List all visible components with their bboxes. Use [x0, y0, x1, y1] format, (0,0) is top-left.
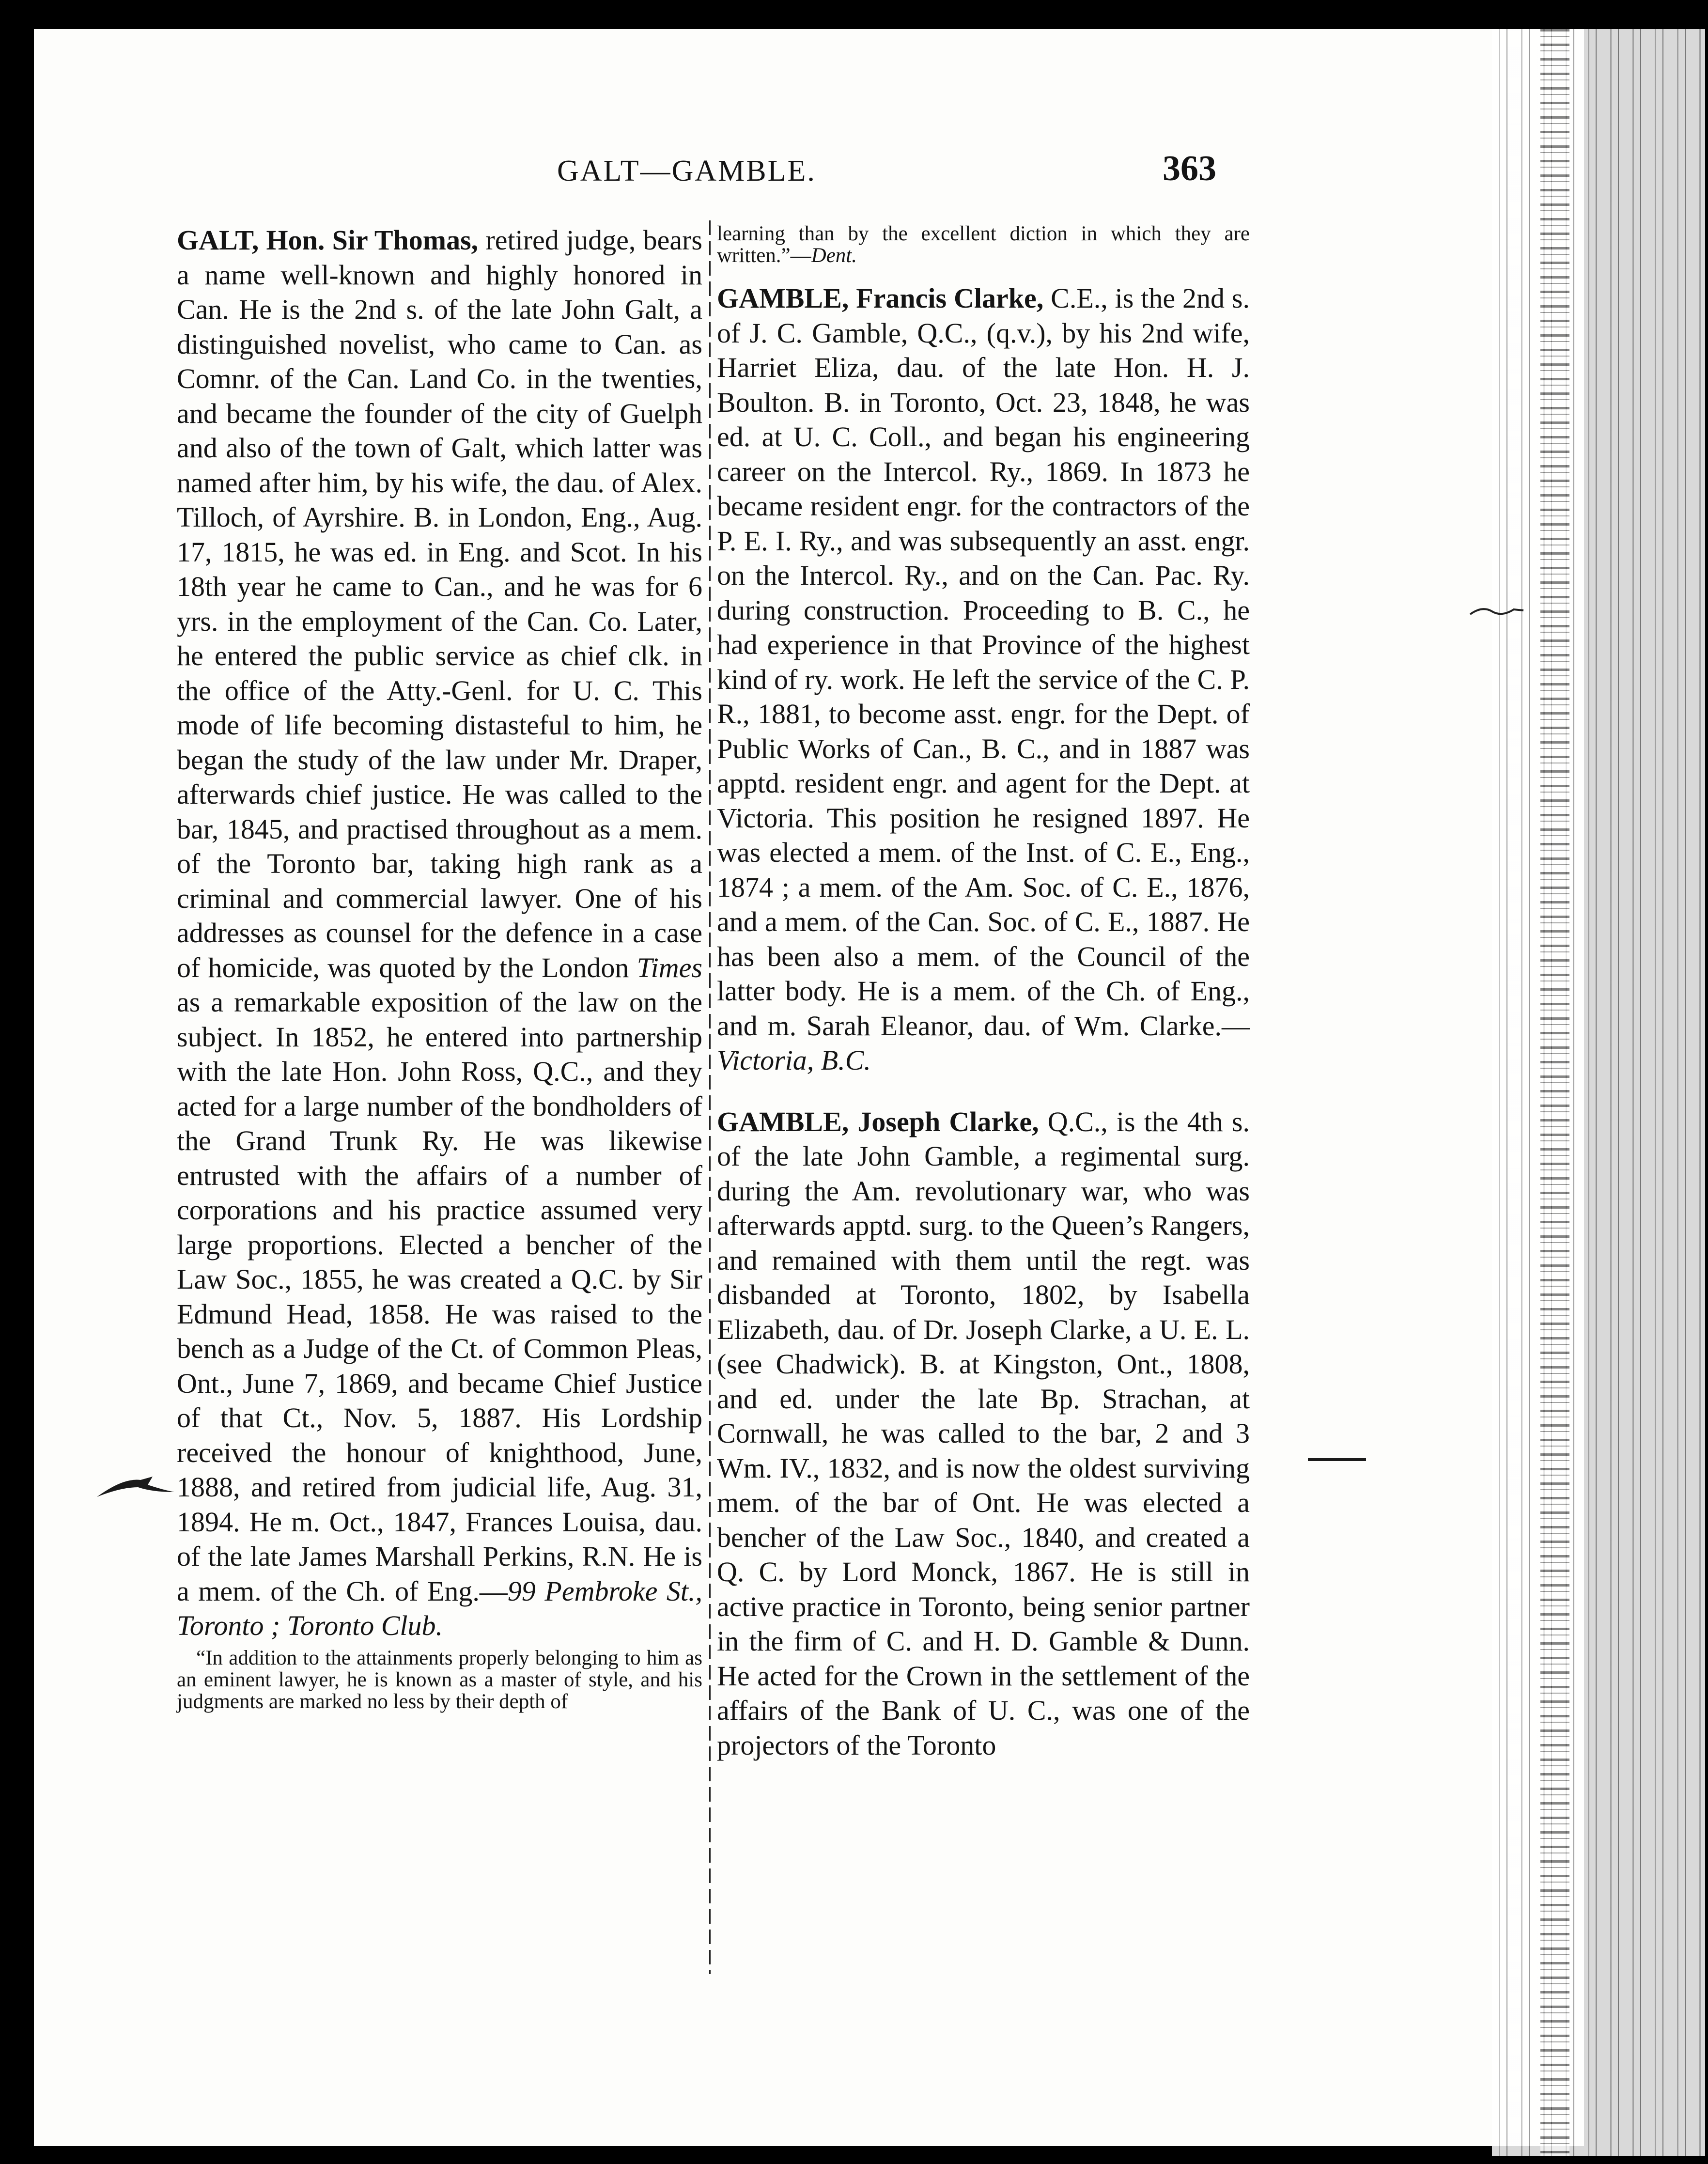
- entry-text-galt-times: Times: [637, 951, 702, 983]
- entry-text-galt: retired judge, bears a name well-known and highly honored in Can. He is the 2nd s. of the late John Galt, a distinguished novelist, who came to Can. as Comnr. of the Can. Land Co. in the twenties, and became the founder of the city of Guelph and also of the town of Galt, which latter was named after him, by his wife, the dau. of Alex. Tilloch, of Ayrshire. B. in London, Eng., Aug. 17, 1815, he was ed. in Eng. and Scot. In his 18th year he came to Can., and he was for 6 yrs. in the employment of the Can. Co. Later, he entered the public service as chief clk. in the office of the Atty.-Genl. for U. C. This mode of life becoming distasteful to him, he began the study of the law under Mr. Draper, afterwards chief justice. He was called to the bar, 1845, and practised throughout as a mem. of the Toronto bar, taking high rank as a criminal and commercial lawyer. One of his addresses as counsel for the defence in a case of homicide, was quoted by the London: [177, 224, 702, 983]
- entry-text-galt-continued: as a remarkable exposition of the law on the subject. In 1852, he entered into partnership with the late Hon. John Ross, Q.C., and they acted for a large number of the bondholders of the Grand Trunk Ry. He was likewise entrusted with the affairs of a number of corporations and his practice assumed very large proportions. Elected a bencher of the Law Soc., 1855, he was created a Q.C. by Sir Edmund Head, 1858. He was raised to the bench as a Judge of the Ct. of Common Pleas, Ont., June 7, 1869, and became Chief Justice of that Ct., Nov. 5, 1887. His Lordship received the honour of knighthood, June, 1888, and retired from judicial life, Aug. 31, 1894. He m. Oct., 1847, Frances Louisa, dau. of the late James Marshall Perkins, R.N. He is a mem. of the Ch. of Eng.—: [177, 986, 702, 1607]
- entry-address-gamble-francis: Victoria, B.C.: [717, 1044, 871, 1076]
- entry-galt: [177, 223, 702, 1643]
- entry-address-galt: 99 Pembroke St., Toronto ; Toronto Club.: [177, 1575, 702, 1641]
- entry-gamble-joseph: [717, 1105, 1250, 1763]
- quotation-galt: “In addition to the attainments properly belonging to him as an eminent lawyer, he is known as a master of style, and his judgments are marked no less by their depth of: [177, 1646, 702, 1713]
- binding-shadow: [1540, 29, 1569, 2156]
- margin-dash-mark: [1308, 1458, 1366, 1461]
- column-rule: [709, 220, 711, 1974]
- entry-heading-gamble-francis: GAMBLE, Francis Clarke,: [717, 282, 1044, 314]
- left-column: [177, 223, 702, 1713]
- entry-heading-galt: GALT, Hon. Sir Thomas,: [177, 224, 479, 256]
- quotation-continued-text: learning than by the excellent diction in which they are written.”—: [717, 222, 1250, 267]
- margin-scribble-mark: [1468, 601, 1526, 620]
- margin-pointer-mark: [94, 1473, 177, 1502]
- page-number: 363: [1163, 149, 1216, 188]
- entry-text-gamble-francis: C.E., is the 2nd s. of J. C. Gamble, Q.C., (q.v.), by his 2nd wife, Harriet Eliza, dau. of the late Hon. H. J. Boulton. B. in Toronto, Oct. 23, 1848, he was ed. at U. C. Coll., and began his engineering career on the Intercol. Ry., 1869. In 1873 he became resident engr. for the contractors of the P. E. I. Ry., and was subsequently an asst. engr. on the Intercol. Ry., and on the Can. Pac. Ry. during construction. Proceeding to B. C., he had experience in that Province of the highest kind of ry. work. He left the service of the C. P. R., 1881, to become asst. engr. for the Dept. of Public Works of Can., B. C., and in 1887 was apptd. resident engr. and agent for the Dept. at Victoria. This position he resigned 1897. He was elected a mem. of the Inst. of C. E., Eng., 1874 ; a mem. of the Am. Soc. of C. E., 1876, and a mem. of the Can. Soc. of C. E., 1887. He has been also a mem. of the Council of the latter body. He is a mem. of the Ch. of Eng., and m. Sarah Eleanor, dau. of Wm. Clarke.—: [717, 282, 1250, 1042]
- quotation-continued: [717, 223, 1250, 266]
- running-head: GALT—GAMBLE.: [557, 155, 816, 187]
- quotation-source: Dent.: [811, 244, 857, 267]
- binding-gutter: [1492, 29, 1705, 2156]
- entry-gamble-francis: [717, 281, 1250, 1078]
- entry-spacer: [717, 1078, 1250, 1105]
- right-column: [717, 223, 1250, 1762]
- entry-text-gamble-joseph: Q.C., is the 4th s. of the late John Gamble, a regimental surg. during the Am. revolutionary war, who was afterwards apptd. surg. to the Queen’s Rangers, and remained with them until the regt. was disbanded at Toronto, 1802, by Isabella Elizabeth, dau. of Dr. Joseph Clarke, a U. E. L. (see Chadwick). B. at Kingston, Ont., 1808, and ed. under the late Bp. Strachan, at Cornwall, he was called to the bar, 2 and 3 Wm. IV., 1832, and is now the oldest surviving mem. of the bar of Ont. He was elected a bencher of the Law Soc., 1840, and created a Q. C. by Lord Monck, 1867. He is still in active practice in Toronto, being senior partner in the firm of C. and H. D. Gamble & Dunn. He acted for the Crown in the settlement of the affairs of the Bank of U. C., was one of the projectors of the Toronto: [717, 1105, 1250, 1761]
- entry-heading-gamble-joseph: GAMBLE, Joseph Clarke,: [717, 1105, 1039, 1137]
